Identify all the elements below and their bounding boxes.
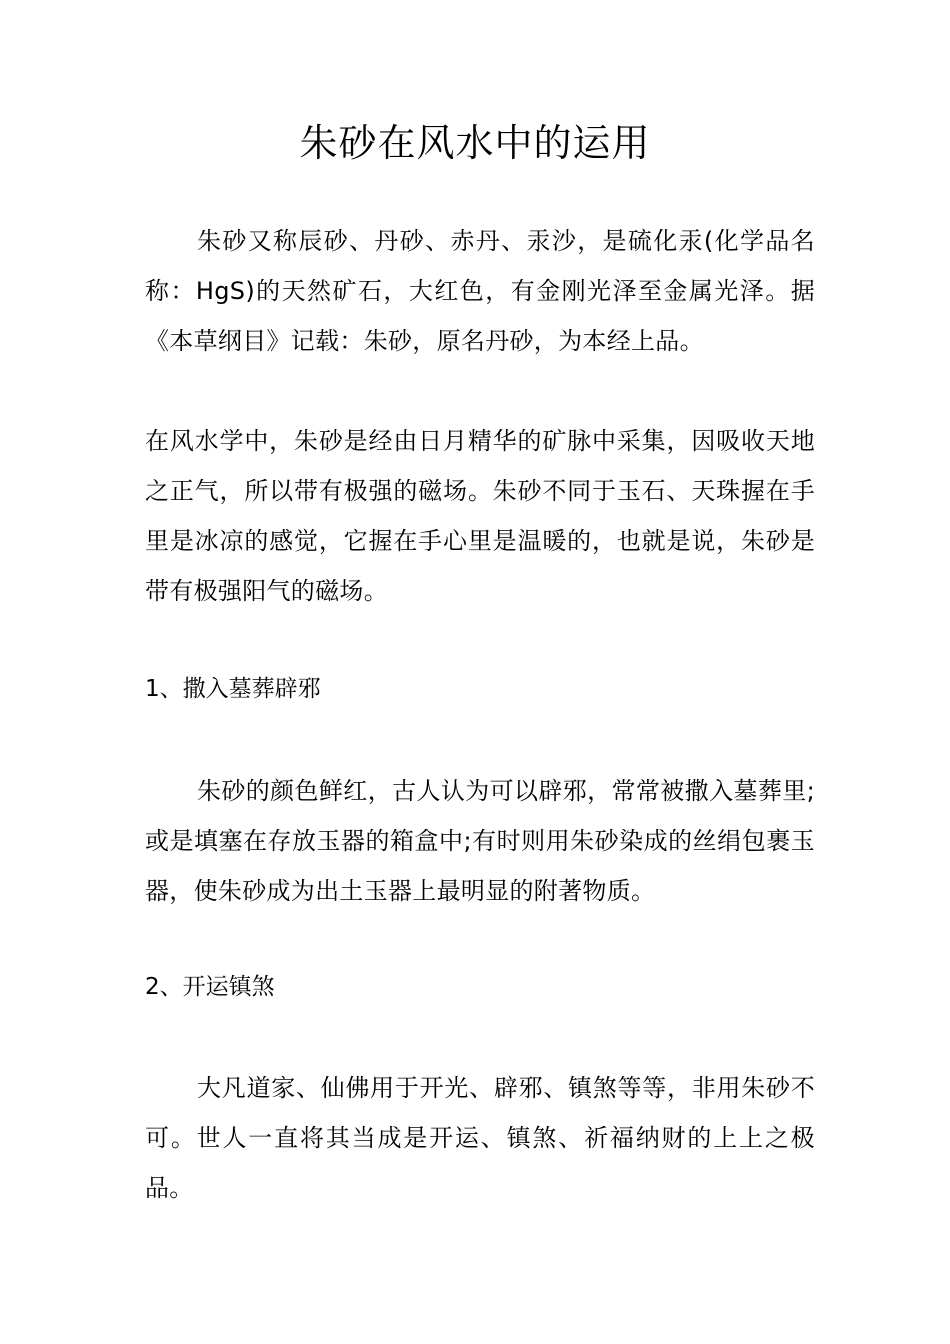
section-heading: 2、开运镇煞	[145, 974, 275, 1000]
section-paragraph: 大凡道家、仙佛用于开光、辟邪、镇煞等等，非用朱砂不可。世人一直将其当成是开运、镇煞、祈福纳财的上上之极品。	[145, 1074, 815, 1202]
fengshui-paragraph: 在风水学中，朱砂是经由日月精华的矿脉中采集，因吸收天地之正气，所以带有极强的磁场。朱砂不同于玉石、天珠握在手里是冰凉的感觉，它握在手心里是温暖的，也就是说，朱砂是带有极强阳气的磁场。	[145, 427, 815, 605]
page-title: 朱砂在风水中的运用	[299, 121, 651, 165]
intro-paragraph: 朱砂又称辰砂、丹砂、赤丹、汞沙，是硫化汞(化学品名称：HgS)的天然矿石，大红色，有金刚光泽至金属光泽。据《本草纲目》记载：朱砂，原名丹砂，为本经上品。	[145, 227, 815, 355]
section-paragraph: 朱砂的颜色鲜红，古人认为可以辟邪，常常被撒入墓葬里;或是填塞在存放玉器的箱盒中;有时则用朱砂染成的丝绢包裹玉器，使朱砂成为出土玉器上最明显的附著物质。	[145, 777, 815, 905]
section-heading: 1、撒入墓葬辟邪	[145, 676, 321, 702]
